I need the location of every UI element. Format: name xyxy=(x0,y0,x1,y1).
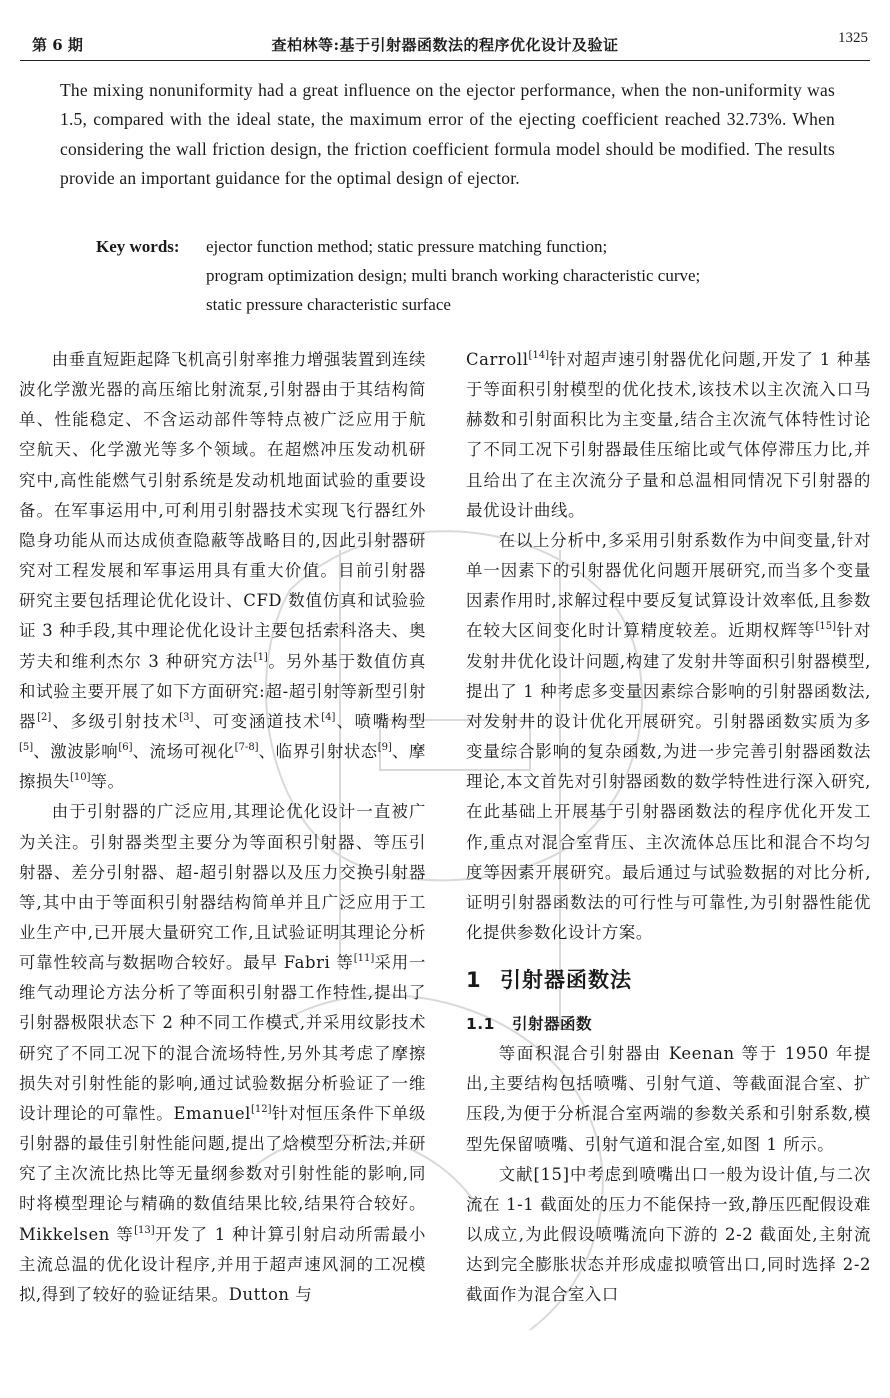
keywords-line: static pressure characteristic surface xyxy=(206,295,451,314)
body-paragraph: 等面积混合引射器由 Keenan 等于 1950 年提出,主要结构包括喷嘴、引射气道、等截面混合室、扩压段,为便于分析混合室两端的参数关系和引射系数,模型先保留喷嘴、引射气道和混合室,如图 1 所示。 xyxy=(466,1044,871,1154)
citation[interactable]: [15] xyxy=(815,621,837,633)
citation[interactable]: [3] xyxy=(179,711,194,723)
citation[interactable]: [14] xyxy=(528,350,550,361)
keywords-list xyxy=(206,232,700,319)
subsection-number: 1.1 xyxy=(466,1015,495,1034)
abstract-text: The mixing nonuniformity had a great influence on the ejector performance, when the non-uniformity was 1.5, compared with the ideal state, the maximum error of the ejecting coefficient reached 32.73%. When considering the wall friction design, the friction coefficient formula model should be modified. The results provide an important guidance for the optimal design of ejector. xyxy=(60,80,835,189)
right-column xyxy=(466,345,871,1311)
body-paragraph: 在以上分析中,多采用引射系数作为中间变量,针对单一因素下的引射器优化问题开展研究,而当多个变量因素作用时,求解过程中要反复试算设计效率低,且参数在较大区间变化时计算精度较差。近期权辉等[15]针对发射井优化设计问题,构建了发射井等面积引射器模型,提出了 1 种考虑多变量因素综合影响的引射器函数法,对发射井的设计优化开展研究。引射器函数实质为多变量综合影响的复杂函数,为进一步完善引射器函数法理论,本文首先对引射器函数的数学特性进行深入研究,在此基础上开展基于引射器函数法的程序优化开发工作,重点对混合室背压、主次流体总压比和混合不均匀度等因素开展研究。最后通过与试验数据的对比分析,证明引射器函数法的可行性与可靠性,为引射器性能优化提供参数化设计方案。 xyxy=(466,530,871,942)
page-header xyxy=(20,26,870,61)
body-paragraph: 由于引射器的广泛应用,其理论优化设计一直被广为关注。引射器类型主要分为等面积引射器、等压引射器、差分引射器、超-超引射器以及压力交换引射器等,其中由于等面积引射器结构简单并且广泛应用于工业生产中,已开展大量研究工作,且试验证明其理论分析可靠性较高与数据吻合较好。最早 Fabri 等[11]采用一维气动理论方法分析了等面积引射器工作特性,提出了引射器极限状态下 2 种不同工作模式,并采用纹影技术研究了不同工况下的混合流场特性,另外其考虑了摩擦损失对引射性能的影响,通过试验数据分析验证了一维设计理论的可靠性。Emanuel[12]针对恒压条件下单级引射器的最佳引射性能问题,提出了焓模型分析法,并研究了主次流比热比等无量纲参数对引射性能的影响,同时将模型理论与精确的数值结果比较,结果符合较好。Mikkelsen 等[13]开发了 1 种计算引射启动所需最小主流总温的优化设计程序,并用于超声速风洞的工况模拟,得到了较好的验证结果。Dutton 与 xyxy=(19,802,426,1304)
citation[interactable]: [1] xyxy=(253,651,268,663)
keywords-label: Key words: xyxy=(96,237,180,256)
citation[interactable]: [7-8] xyxy=(234,742,259,754)
citation[interactable]: [5] xyxy=(19,742,34,754)
keywords-line: program optimization design; multi branch working characteristic curve; xyxy=(206,266,701,285)
issue-number: 第 6 期 xyxy=(32,36,83,54)
keywords-line: ejector function method; static pressure matching function; xyxy=(206,237,608,256)
citation[interactable]: [6] xyxy=(118,742,133,754)
citation[interactable]: [2] xyxy=(37,711,52,723)
subsection-title: 引射器函数 xyxy=(512,1015,593,1034)
section-title: 引射器函数法 xyxy=(500,968,632,993)
citation[interactable]: [12] xyxy=(251,1103,272,1115)
section-number: 1 xyxy=(466,968,482,993)
citation[interactable]: [9] xyxy=(377,742,392,754)
subsection-heading xyxy=(466,1009,871,1039)
citation[interactable]: [11] xyxy=(353,953,375,965)
citation[interactable]: [10] xyxy=(69,772,91,784)
left-column xyxy=(19,345,426,1310)
body-paragraph: 文献[15]中考虑到喷嘴出口一般为设计值,与二次流在 1-1 截面处的压力不能保持一致,静压匹配假设难以成立,为此假设喷嘴流向下游的 2-2 截面处,主射流达到完全膨胀状态并形成虚拟喷管出口,同时选择 2-2 截面作为混合室入口 xyxy=(466,1164,871,1305)
section-heading xyxy=(466,965,871,995)
body-paragraph: Carroll[14]针对超声速引射器优化问题,开发了 1 种基于等面积引射模型的优化技术,该技术以主次流入口马赫数和引射面积比为主变量,结合主次流气体特性讨论了不同工况下引射器最佳压缩比或气体停滞压力比,并且给出了在主次流分子量和总温相同情况下引射器的最优设计曲线。 xyxy=(466,350,871,520)
body-paragraph: 由垂直短距起降飞机高引射率推力增强装置到连续波化学激光器的高压缩比射流泵,引射器由于其结构简单、性能稳定、不含运动部件等特点被广泛应用于航空航天、化学激光等多个领域。在超燃冲压发动机研究中,高性能燃气引射系统是发动机地面试验的重要设备。在军事运用中,可利用引射器技术实现飞行器红外隐身功能从而达成侦查隐蔽等战略目的,因此引射器研究对工程发展和军事运用具有重大价值。目前引射器研究主要包括理论优化设计、CFD 数值仿真和试验验证 3 种手段,其中理论优化设计主要包括索科洛夫、奥芳夫和维利杰尔 3 种研究方法[1]。另外基于数值仿真和试验主要开展了如下方面研究:超-超引射等新型引射器[2]、多级引射技术[3]、可变涵道技术[4]、喷嘴构型[5]、激波影响[6]、流场可视化[7-8]、临界引射状态[9]、摩擦损失[10]等。 xyxy=(19,350,427,792)
running-title: 查柏林等:基于引射器函数法的程序优化设计及验证 xyxy=(271,36,619,54)
page-number: 1325 xyxy=(838,30,868,46)
citation[interactable]: [4] xyxy=(321,711,336,723)
citation[interactable]: [13] xyxy=(134,1224,155,1236)
